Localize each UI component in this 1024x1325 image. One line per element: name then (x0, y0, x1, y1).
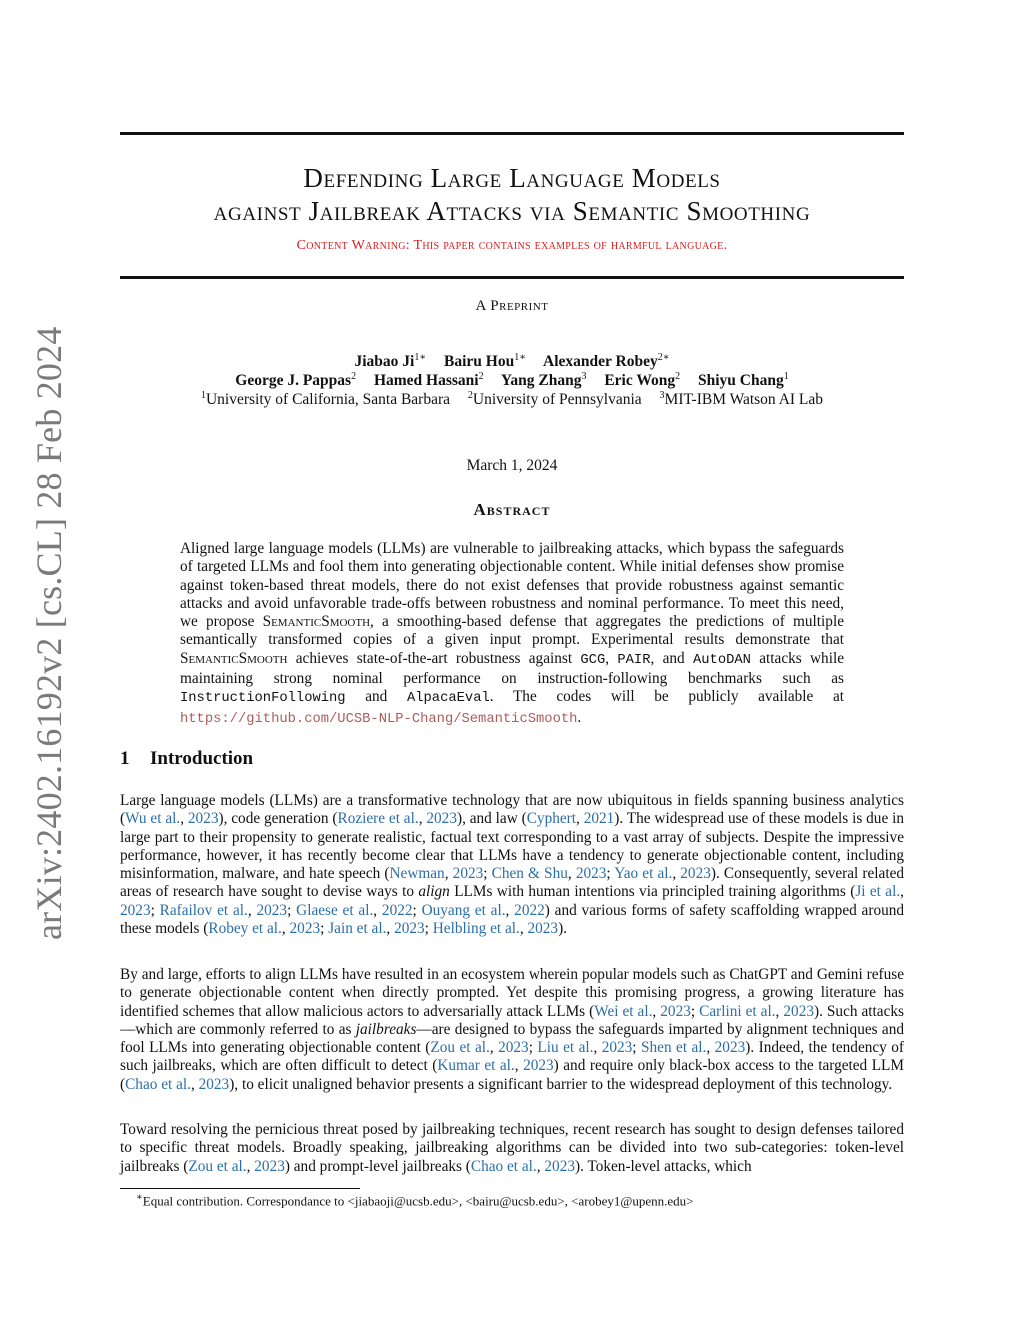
abstract-heading: Abstract (473, 500, 551, 519)
citation-year-link[interactable]: 2023 (120, 901, 151, 919)
citation-year-link[interactable]: 2022 (514, 901, 545, 919)
text-segment: Toward resolving the pernicious threat posed by jailbreaking techniques, recent research has sought to design defenses tailored to specific threat models. Broadly speaking, jailbreaking algorithms can be divided into two sub-categories: token-level jailbreaks ( (120, 1121, 904, 1175)
citation-year-link[interactable]: 2023 (426, 810, 457, 828)
github-link[interactable]: https://github.com/UCSB-NLP-Chang/SemanticSmooth (180, 711, 578, 727)
preprint-label: A Preprint (475, 298, 549, 314)
citation-link[interactable]: Rafailov et al. (159, 901, 248, 919)
citation-year-link[interactable]: 2023 (289, 920, 321, 938)
title-bottom-rule (120, 276, 904, 279)
intro-paragraph-2: By and large, efforts to align LLMs have resulted in an ecosystem wherein popular models such as ChatGPT and Gemini refuse to generate objectionable content when directly prompted. Yet despite this promising progress, a growing literature has identified schemes that allow malicious actors to adversarially attack LLMs (Wei et al., 2023; Carlini et al., 2023). Such attacks—which are commonly referred to as jailbreaks—are designed to bypass the safeguards imparted by alignment techniques and fool LLMs into generating objectionable content (Zou et al., 2023; Liu et al., 2023; Shen et al., 2023). Indeed, the tendency of such jailbreaks, which are often difficult to detect (Kumar et al., 2023) and require only black-box access to the targeted LLM (Chao et al., 2023), to elicit unaligned behavior presents a significant barrier to the widespread deployment of this technology. (120, 966, 905, 1093)
citation-link[interactable]: Zou et al. (430, 1039, 490, 1057)
text-segment: ). (558, 920, 567, 938)
author-name: Eric Wong (604, 372, 676, 390)
citation-link[interactable]: Wei et al. (594, 1002, 653, 1020)
affiliation-mark: 3 (659, 390, 665, 401)
author-name: Yang Zhang (500, 372, 582, 390)
citation-link[interactable]: Chao et al. (470, 1157, 537, 1175)
text-segment: ) and require only black-box access to the targeted LLM ( (120, 1057, 904, 1093)
citation-link[interactable]: Glaese et al. (296, 901, 374, 919)
affiliation-name: University of Pennsylvania (472, 391, 642, 409)
abstract-segment: , a smoothing-based defense that aggregates the predictions of multiple semantically transformed copies of a given input prompt. Experimental results demonstrate that (180, 613, 844, 649)
citation-link[interactable]: Liu et al. (537, 1039, 594, 1057)
citation-year-link[interactable]: 2023 (714, 1039, 746, 1057)
attack-name-gcg: GCG (580, 652, 606, 668)
author-mark: 2∗ (657, 352, 670, 363)
text-segment: ). Consequently, several related areas of research have sought to devise ways to (120, 865, 905, 901)
text-segment: ) and various forms of safety scaffolding wrapped around these models ( (120, 901, 905, 938)
text-segment: ). Such attacks—which are commonly referred to as (120, 1002, 904, 1038)
text-segment: ), and law ( (456, 810, 527, 828)
footnote-mark: ∗ (136, 1192, 143, 1203)
section-heading (120, 748, 904, 770)
abstract-segment: . The codes will be publicly available at (489, 688, 844, 706)
abstract-segment: , and (650, 649, 693, 667)
citation-year-link[interactable]: 2023 (527, 920, 559, 938)
method-name: SemanticSmooth (262, 613, 371, 631)
text-segment: ), to elicit unaligned behavior presents a significant barrier to the widespread deployment of this technology. (229, 1075, 893, 1093)
footnote (136, 1192, 906, 1209)
abstract-segment: , (605, 649, 618, 667)
citation-link[interactable]: Kumar et al. (437, 1057, 515, 1075)
affiliation-name: MIT-IBM Watson AI Lab (664, 391, 824, 409)
citation-link[interactable]: Yao et al. (614, 865, 673, 883)
attack-name-autodan: AutoDAN (692, 652, 751, 668)
text-segment: ) and prompt-level jailbreaks ( (284, 1157, 471, 1175)
author-name: George J. Pappas (235, 372, 352, 390)
author-name: Hamed Hassani (373, 372, 479, 390)
author-name: Jiabao Ji (354, 353, 415, 371)
text-segment: ). Token-level attacks, which (574, 1157, 752, 1175)
text-segment: Large language models (LLMs) are a transformative technology that are now ubiquitous in fields spanning business analytics ( (120, 792, 904, 828)
benchmark-instructionfollowing: InstructionFollowing (180, 691, 346, 707)
text-segment: LLMs with human intentions via principled training algorithms ( (449, 883, 856, 901)
text-segment: ). Indeed, the tendency of such jailbreaks, which are often difficult to detect ( (120, 1039, 905, 1075)
method-name: SemanticSmooth (180, 649, 288, 667)
citation-link[interactable]: Jain et al. (328, 920, 387, 938)
text-segment: ). The widespread use of these models is due in large part to their propensity to generate realistic, factual text corresponding to a vast array of subjects. Despite the impressive performance, however, it has recently become clear that LLMs have a tendency to generate objectionable content, including misinformation, malware, and hate speech ( (120, 810, 904, 883)
author-name: Bairu Hou (444, 353, 515, 371)
affiliation-mark: 2 (467, 390, 473, 401)
citation-year-link[interactable]: 2023 (575, 865, 607, 883)
paper-date: March 1, 2024 (466, 457, 558, 474)
text-segment: By and large, efforts to align LLMs have resulted in an ecosystem wherein popular models such as ChatGPT and Gemini refuse to generate objectionable content when directly prompted. Yet despite this promising progress, a growing literature has identified schemes that allow malicious actors to adversarially attack LLMs ( (120, 966, 904, 1020)
benchmark-alpacaeval: AlpacaEval (406, 691, 490, 707)
author-mark: 1∗ (514, 352, 527, 363)
citation-year-link[interactable]: 2023 (660, 1002, 691, 1020)
citation-link[interactable]: Wu et al. (125, 810, 181, 828)
citation-year-link[interactable]: 2023 (680, 865, 711, 883)
citation-year-link[interactable]: 2021 (583, 810, 615, 828)
intro-paragraph-1: Large language models (LLMs) are a transformative technology that are now ubiquitous in fields spanning business analytics (Wu et al., 2023), code generation (Roziere et al., 2023), and law (Cyphert, 2021). The widespread use of these models is due in large part to their propensity to generate realistic, factual text corresponding to a vast array of subjects. Despite the impressive performance, however, it has recently become clear that LLMs have a tendency to generate objectionable content, including misinformation, malware, and hate speech (Newman, 2023; Chen & Shu, 2023; Yao et al., 2023). Consequently, several related areas of research have sought to devise ways to align LLMs with human intentions via principled training algorithms (Ji et al., 2023; Rafailov et al., 2023; Glaese et al., 2022; Ouyang et al., 2022) and various forms of safety scaffolding wrapped around these models (Robey et al., 2023; Jain et al., 2023; Helbling et al., 2023). (120, 792, 905, 938)
footnote-rule (120, 1188, 360, 1189)
attack-name-pair: PAIR (617, 652, 651, 668)
citation-link[interactable]: Shen et al. (641, 1039, 707, 1057)
citation-year-link[interactable]: 2023 (452, 865, 484, 883)
author-mark: 3 (581, 371, 587, 382)
citation-year-link[interactable]: 2022 (381, 901, 413, 919)
abstract-segment: Aligned large language models (LLMs) are vulnerable to jailbreaking attacks, which bypass the safeguards of targeted LLMs and fool them into generating objectionable content. While initial defenses show promise against token-based threat models, there do not exist defenses that provide robustness against semantic attacks and avoid unfavorable trade-offs between robustness and nominal performance. To meet this need, we propose (180, 540, 844, 631)
text-segment: ), code generation ( (218, 810, 338, 828)
citation-year-link[interactable]: 2023 (601, 1039, 633, 1057)
citation-link[interactable]: Robey et al. (208, 920, 282, 938)
content-warning: Content Warning: This paper contains examples of harmful language. (296, 238, 728, 253)
emphasis-align: align (418, 883, 450, 901)
citation-link[interactable]: Chao et al. (125, 1075, 191, 1093)
text-segment: —are designed to bypass the safeguards imparted by alignment techniques and fool LLMs into generating objectionable content ( (120, 1020, 904, 1057)
abstract-segment: achieves state-of-the-art robustness against (287, 649, 581, 667)
citation-year-link[interactable]: 2023 (256, 901, 288, 919)
citation-link[interactable]: Ouyang et al. (421, 901, 506, 919)
citation-link[interactable]: Cyphert (526, 810, 577, 828)
arxiv-identifier: arXiv:2402.16192v2 [cs.CL] 28 Feb 2024 (29, 326, 69, 940)
citation-year-link[interactable]: 2023 (187, 810, 219, 828)
citation-year-link[interactable]: 2023 (254, 1157, 285, 1175)
paper-title (120, 162, 904, 228)
author-mark: 1 (783, 371, 789, 382)
citation-year-link[interactable]: 2023 (498, 1039, 529, 1057)
author-row-1 (120, 352, 904, 371)
citation-link[interactable]: Helbling et al. (432, 920, 520, 938)
affiliations (120, 390, 904, 409)
abstract-segment: and (345, 688, 407, 706)
citation-year-link[interactable]: 2023 (394, 920, 425, 938)
affiliation-name: University of California, Santa Barbara (205, 391, 451, 409)
citation-year-link[interactable]: 2023 (198, 1075, 230, 1093)
section-number: 1 (120, 748, 130, 769)
citation-link[interactable]: Zou et al. (188, 1157, 247, 1175)
citation-link[interactable]: Roziere et al. (337, 810, 419, 828)
title-line-1: Defending Large Language Models (303, 163, 721, 193)
citation-link[interactable]: Carlini et al. (699, 1002, 776, 1020)
author-row-2 (120, 371, 904, 390)
citation-year-link[interactable]: 2023 (783, 1002, 814, 1020)
author-mark: 2 (675, 371, 681, 382)
section-title: Introduction (150, 748, 254, 769)
citation-link[interactable]: Ji et al. (855, 883, 901, 901)
author-mark: 1∗ (414, 352, 427, 363)
footnote-text: Equal contribution. Correspondance to <jiabaoji@ucsb.edu>, <bairu@ucsb.edu>, <arobey1@upenn.edu> (142, 1193, 694, 1209)
author-name: Shiyu Chang (697, 372, 784, 390)
abstract-segment: attacks while maintaining strong nominal performance on instruction-following benchmarks such as (180, 649, 844, 688)
citation-year-link[interactable]: 2023 (523, 1057, 554, 1075)
intro-paragraph-3: Toward resolving the pernicious threat posed by jailbreaking techniques, recent research has sought to design defenses tailored to specific threat models. Broadly speaking, jailbreaking algorithms can be divided into two sub-categories: token-level jailbreaks (Zou et al., 2023) and prompt-level jailbreaks (Chao et al., 2023). Token-level attacks, which (120, 1121, 904, 1175)
emphasis-jailbreaks: jailbreaks (355, 1020, 417, 1038)
abstract-text (180, 540, 844, 729)
abstract-segment: . (577, 708, 582, 726)
citation-year-link[interactable]: 2023 (544, 1157, 575, 1175)
author-name: Alexander Robey (543, 353, 658, 371)
author-mark: 2 (478, 371, 484, 382)
title-top-rule (120, 132, 904, 135)
citation-link[interactable]: Chen & Shu (491, 865, 568, 883)
title-line-2: against Jailbreak Attacks via Semantic Smoothing (213, 196, 811, 226)
author-mark: 2 (351, 371, 357, 382)
citation-link[interactable]: Newman (389, 865, 445, 883)
affiliation-mark: 1 (200, 390, 206, 401)
